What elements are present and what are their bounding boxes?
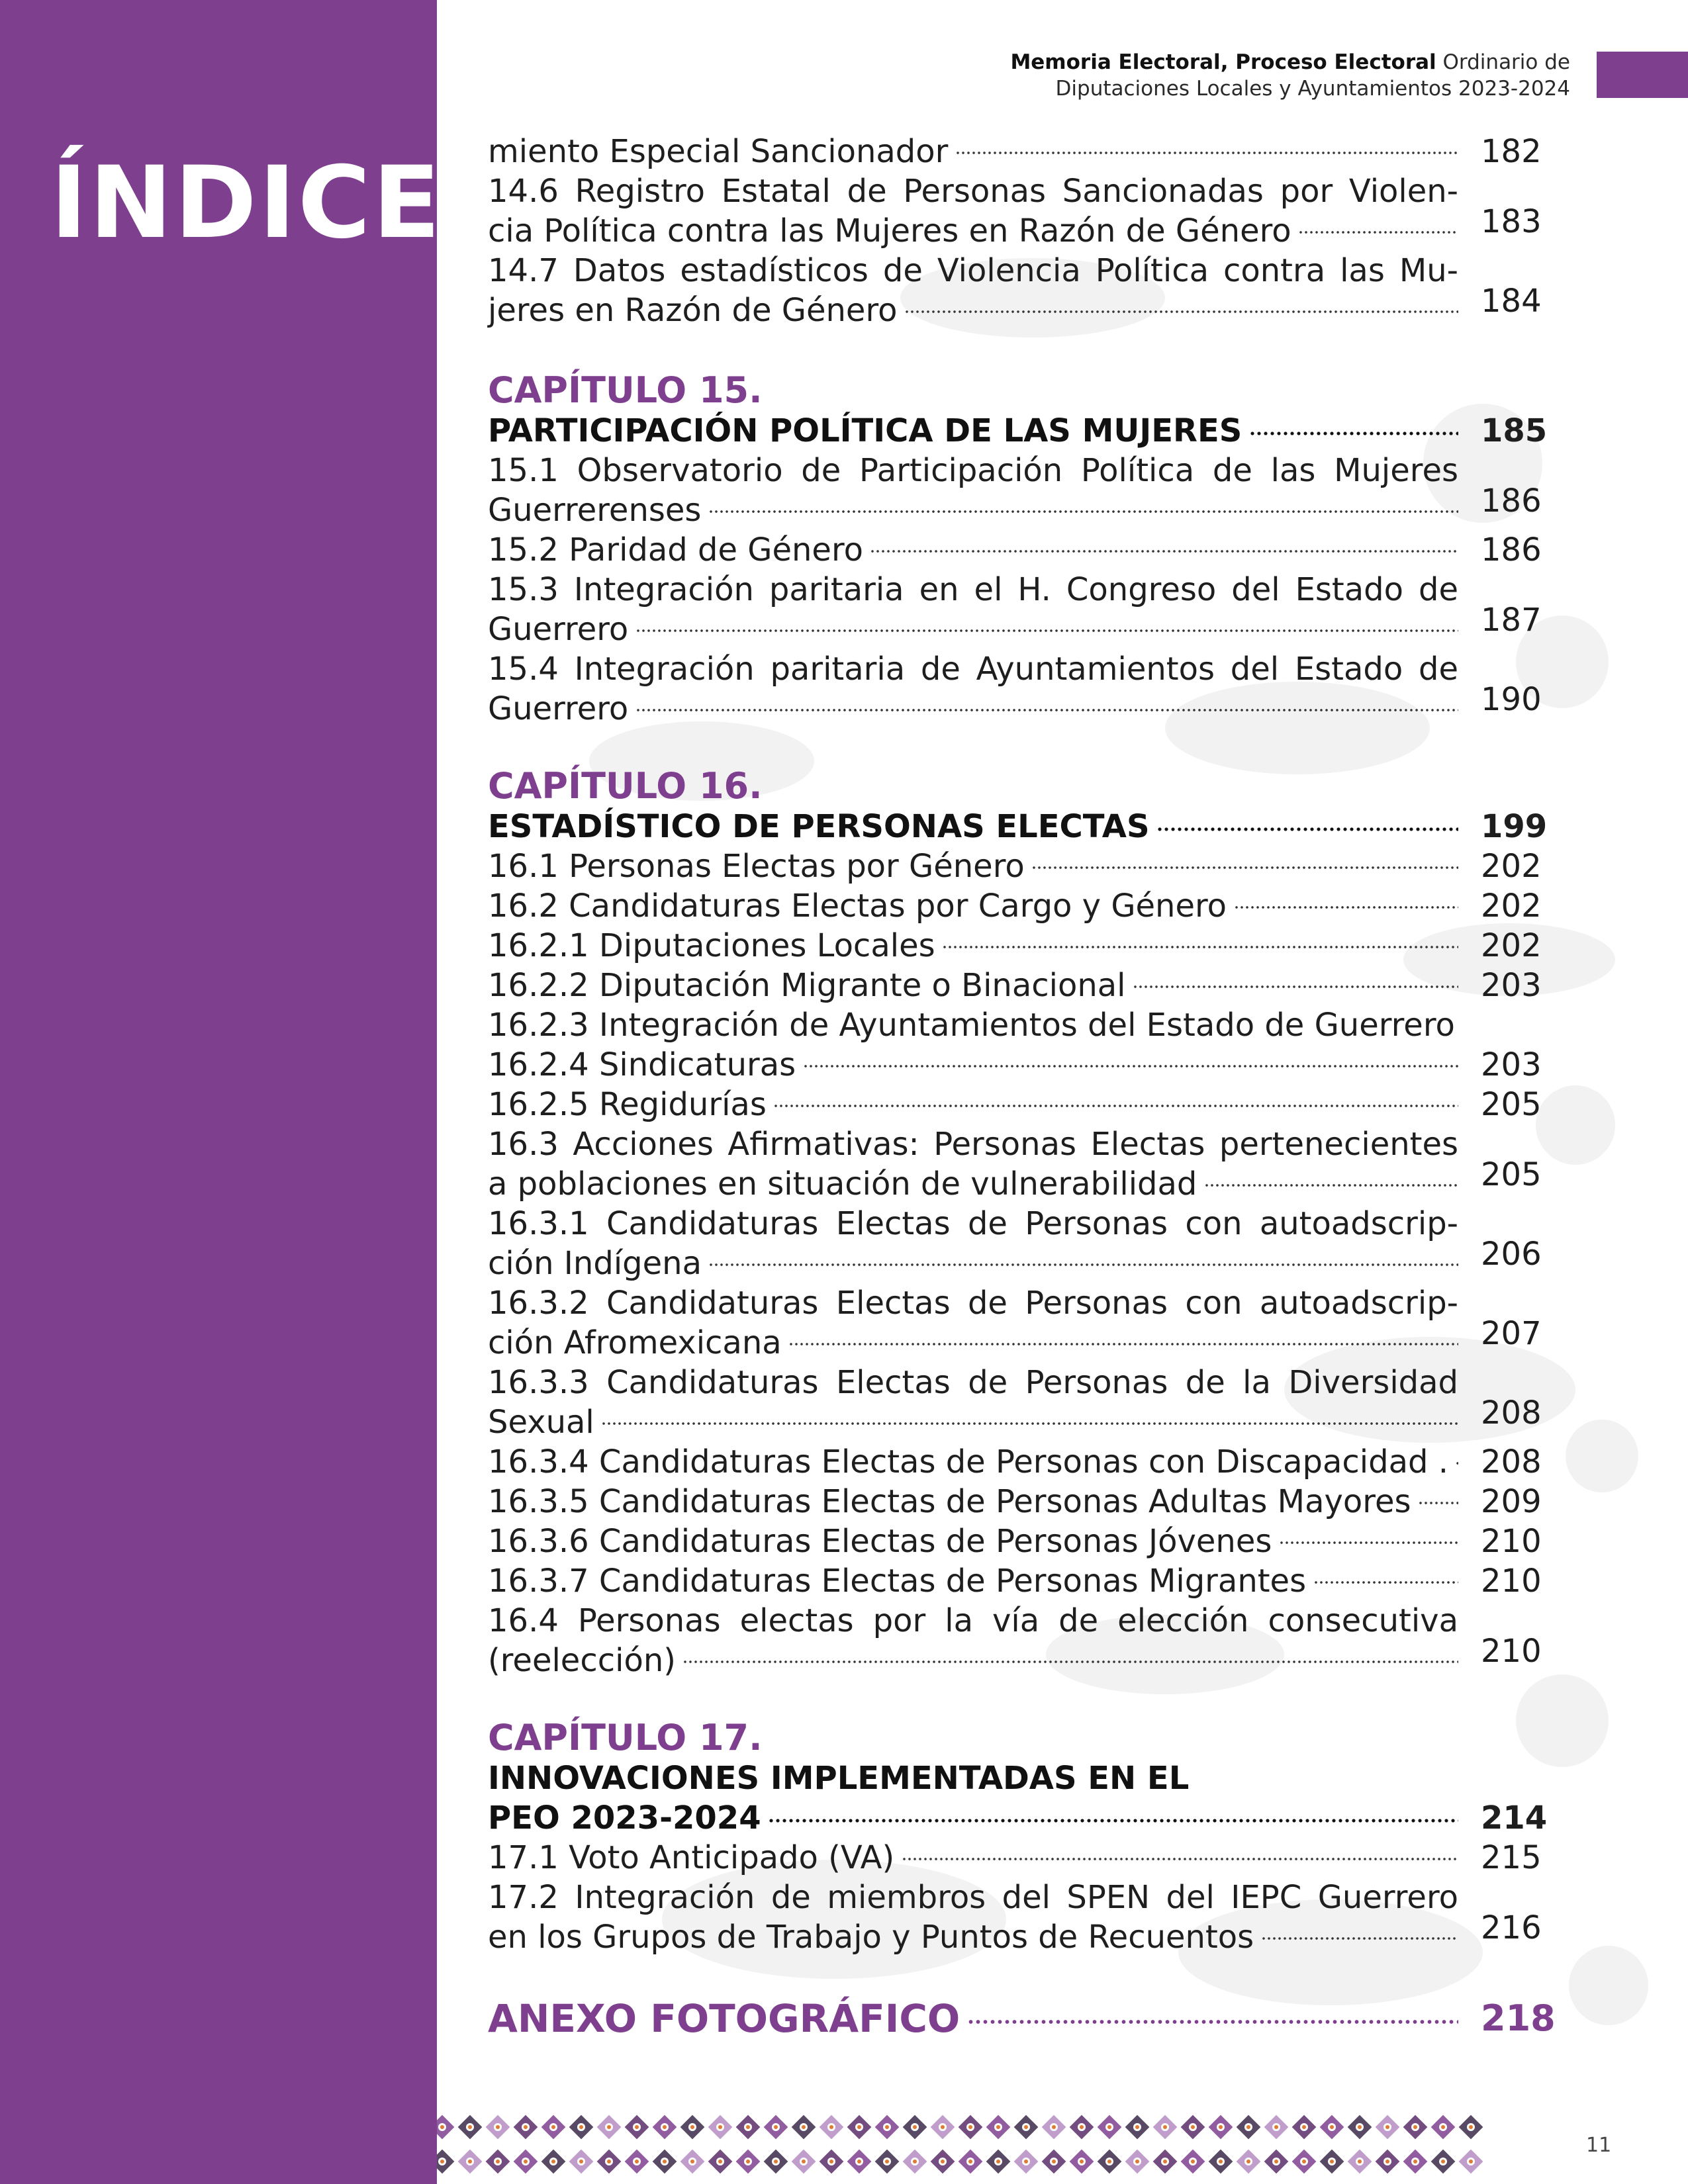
toc-entry-text: 16.3.7 Candidaturas Electas de Personas Migrantes [488,1563,1307,1600]
toc-page-number: 186 [1481,531,1542,569]
toc-entry-text: Guerrero [488,611,629,648]
toc-page-number: 203 [1481,1046,1542,1083]
toc-entry-text: 16.1 Personas Electas por Género [488,848,1025,885]
index-title: ÍNDICE [50,146,443,261]
dot-leader [1261,1934,1458,1942]
toc-entry[interactable] [488,1085,1540,1124]
running-header [1010,49,1570,102]
toc-entry-text: 15.1 Observatorio de Participación Política de las Mujeres [488,452,1458,489]
toc-entry[interactable] [488,1045,1540,1085]
dot-leader [635,627,1458,635]
toc-page-number: 205 [1481,1156,1542,1193]
header-line-2: Diputaciones Locales y Ayuntamientos 2023-2024 [1055,77,1570,101]
toc-page-number: 210 [1481,1523,1542,1560]
toc-entry-text: 14.7 Datos estadísticos de Violencia Política contra las Mu- [488,252,1458,289]
toc-entry[interactable] [488,251,1540,330]
annex-page-number: 218 [1481,1997,1556,2039]
toc-entry[interactable] [488,846,1540,886]
annex-title: ANEXO FOTOGRÁFICO [488,1996,961,2041]
chapter-label: CAPÍTULO 17. [488,1717,763,1758]
toc-entry-text: a poblaciones en situación de vulnerabilidad [488,1165,1197,1203]
toc-entry[interactable] [488,1878,1540,1957]
toc-page-number: 187 [1481,602,1542,639]
header-regular-text: Ordinario de [1436,50,1570,74]
toc-entry-text: 16.3.1 Candidaturas Electas de Personas con autoadscrip- [488,1205,1458,1242]
toc-entry-text: 17.2 Integración de miembros del SPEN del IEPC Guerrero [488,1879,1458,1916]
toc-page-number: 210 [1481,1633,1542,1670]
dot-leader [870,547,1458,555]
toc-entry[interactable] [488,171,1540,251]
toc-entry[interactable] [488,570,1540,649]
dot-leader [1279,1539,1458,1547]
toc-entry[interactable] [488,649,1540,729]
dot-leader [682,1658,1458,1666]
toc-entry-text: 16.2.1 Diputaciones Locales [488,927,935,964]
dot-leader [773,1102,1458,1110]
toc-page-number: 202 [1481,927,1542,964]
toc-entry-text: Guerrerenses [488,492,702,529]
dot-leader [1133,983,1458,991]
toc-entry-text: 16.3.6 Candidaturas Electas de Personas Jóvenes [488,1523,1272,1560]
toc-page-number: 205 [1481,1086,1542,1123]
toc-entry-text: cia Política contra las Mujeres en Razón de Género [488,212,1291,250]
chapter-15-title[interactable] [488,411,1548,451]
toc-entry[interactable] [488,1204,1540,1283]
header-bold-text: Memoria Electoral, Proceso Electoral [1010,50,1436,74]
toc-page-number: 202 [1481,848,1542,885]
chapter-title-text: ESTADÍSTICO DE PERSONAS ELECTAS [488,808,1150,845]
toc-page-number: 208 [1481,1394,1542,1432]
dot-leader [708,508,1458,516]
dot-leader [904,308,1458,316]
dot-leader [1298,228,1458,236]
toc-entry[interactable] [488,1561,1540,1601]
dot-leader [902,1855,1458,1863]
toc-page-number: 183 [1481,203,1542,240]
toc-page-number: 206 [1481,1236,1542,1273]
toc-entry-text: 16.2.4 Sindicaturas [488,1046,796,1083]
toc-page-number: 208 [1481,1443,1542,1480]
toc-entry[interactable] [488,886,1540,926]
dot-leader [955,149,1458,157]
toc-entry-text: 16.2.2 Diputación Migrante o Binacional [488,967,1126,1004]
chapter-page-number: 199 [1481,808,1548,845]
chapter-16-title[interactable] [488,807,1548,846]
toc-entry-text: Guerrero [488,690,629,727]
toc-entry[interactable] [488,132,1540,171]
dot-leader [635,706,1458,714]
annex-entry[interactable] [488,1995,1556,2042]
toc-entry-text: 14.6 Registro Estatal de Personas Sancionadas por Violen- [488,173,1458,210]
toc-entry-text: 16.3 Acciones Afirmativas: Personas Electas pertenecientes [488,1126,1458,1163]
toc-entry[interactable] [488,1442,1540,1482]
toc-page-number: 209 [1481,1483,1542,1520]
toc-entry-text: 17.1 Voto Anticipado (VA) [488,1839,895,1876]
dot-leader [803,1062,1458,1070]
dot-leader [1418,1499,1458,1507]
toc-page-number: 210 [1481,1563,1542,1600]
chapter-17-title-line1[interactable] [488,1758,1540,1798]
toc-entry-text: ción Afromexicana [488,1324,782,1361]
dot-leader [788,1340,1458,1348]
dot-leader [1455,1459,1458,1467]
toc-entry[interactable] [488,530,1540,570]
chapter-page-number: 214 [1481,1799,1548,1837]
toc-entry-text: 15.2 Paridad de Género [488,531,863,569]
toc-entry[interactable] [488,1601,1540,1680]
toc-entry[interactable] [488,1482,1540,1522]
dot-leader [768,1817,1458,1825]
chapter-label: CAPÍTULO 15. [488,369,763,411]
toc-entry-text: en los Grupos de Trabajo y Puntos de Recuentos [488,1919,1254,1956]
dot-leader [967,2018,1458,2026]
toc-entry-text: ción Indígena [488,1245,702,1282]
chapter-page-number: 185 [1481,412,1548,449]
toc-entry[interactable] [488,1124,1540,1204]
toc-entry-text: 15.4 Integración paritaria de Ayuntamientos del Estado de [488,651,1458,688]
page-number: 11 [1586,2134,1612,2157]
toc-page-number: 216 [1481,1909,1542,1946]
toc-page-number: 184 [1481,283,1542,320]
dot-leader [1156,825,1458,833]
toc-entry-text: 16.2 Candidaturas Electas por Cargo y Género [488,887,1227,925]
toc-entry[interactable] [488,451,1540,530]
toc-entry[interactable] [488,926,1540,966]
toc-entry[interactable] [488,1005,1540,1045]
toc-entry-text: jeres en Razón de Género [488,292,898,329]
toc-entry-text: 16.3.5 Candidaturas Electas de Personas Adultas Mayores [488,1483,1411,1520]
toc-entry-text: 16.2.3 Integración de Ayuntamientos del Estado de Guerrero [488,1007,1455,1044]
toc-entry[interactable] [488,1363,1540,1442]
chapter-title-text: PARTICIPACIÓN POLÍTICA DE LAS MUJERES [488,412,1243,449]
toc-entry-text: 15.3 Integración paritaria en el H. Congreso del Estado de [488,571,1458,608]
embroidery-footer-border [437,2109,1503,2184]
toc-entry-text: (reelección) [488,1642,676,1679]
toc-entry-text: 16.2.5 Regidurías [488,1086,767,1123]
table-of-contents [488,132,1556,2042]
dot-leader [1204,1181,1458,1189]
header-color-tab [1597,52,1688,98]
toc-entry[interactable] [488,966,1540,1005]
dot-leader [1249,430,1458,437]
toc-entry-text: 16.3.3 Candidaturas Electas de Personas de la Diversidad [488,1364,1458,1401]
toc-page-number: 203 [1481,967,1542,1004]
sidebar [0,0,443,2184]
toc-entry-text: 16.3.2 Candidaturas Electas de Personas con autoadscrip- [488,1285,1458,1322]
toc-page-number: 186 [1481,482,1542,520]
toc-entry[interactable] [488,1838,1540,1878]
chapter-17-title-line2[interactable] [488,1798,1548,1838]
toc-page-number: 182 [1481,133,1542,170]
toc-entry-text: 16.4 Personas electas por la vía de elección consecutiva [488,1602,1458,1639]
dot-leader [1234,903,1458,911]
toc-page-number: 190 [1481,681,1542,718]
toc-entry-text: Sexual [488,1404,594,1441]
chapter-title-text: PEO 2023-2024 [488,1799,761,1837]
toc-entry-text: miento Especial Sancionador [488,133,949,170]
toc-page-number: 207 [1481,1315,1542,1352]
chapter-label: CAPÍTULO 16. [488,765,763,807]
toc-entry[interactable] [488,1522,1540,1561]
dot-leader [1031,864,1458,872]
toc-entry-text: 16.3.4 Candidaturas Electas de Personas con Discapacidad . [488,1443,1448,1480]
toc-page-number: 215 [1481,1839,1542,1876]
dot-leader [942,943,1458,951]
toc-page-number: 202 [1481,887,1542,925]
toc-entry[interactable] [488,1283,1540,1363]
dot-leader [1313,1578,1458,1586]
chapter-title-text: INNOVACIONES IMPLEMENTADAS EN EL [488,1760,1190,1797]
dot-leader [601,1420,1458,1428]
dot-leader [708,1261,1458,1269]
